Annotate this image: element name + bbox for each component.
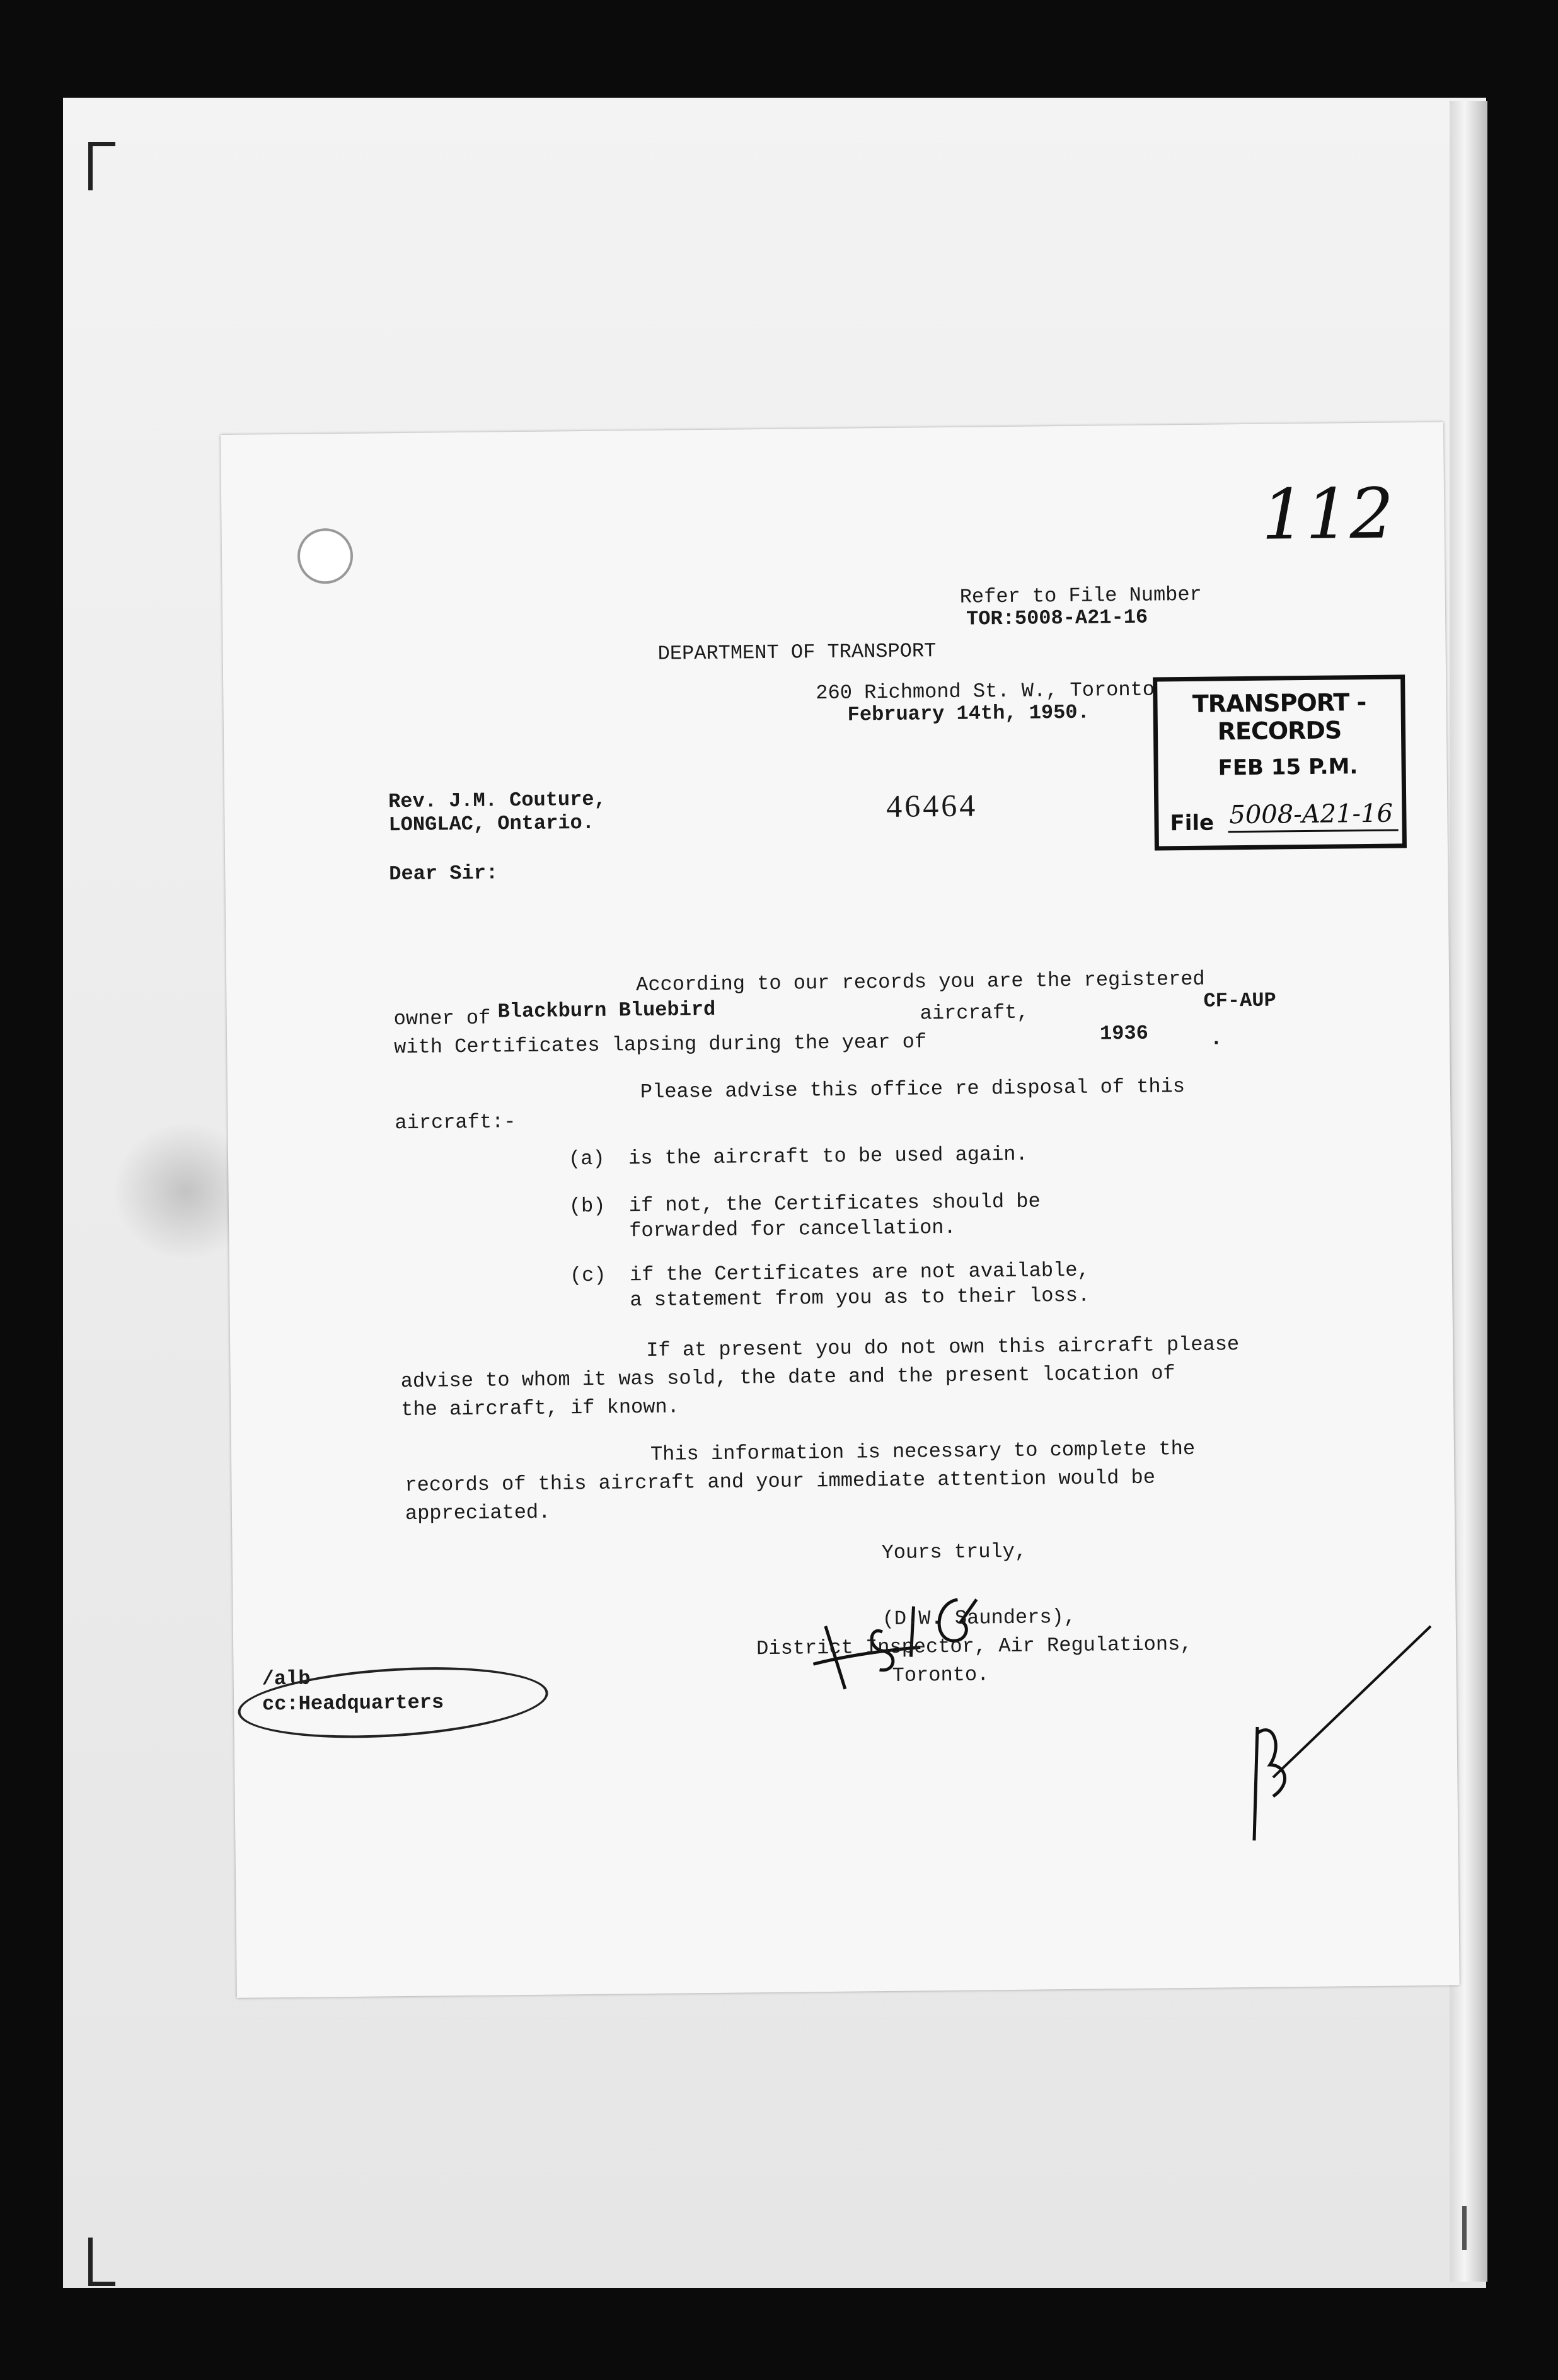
recipient-name: Rev. J.M. Couture, <box>388 787 606 814</box>
handwritten-check-mark <box>1248 1614 1437 1853</box>
signatory-name: (D.W. Saunders), <box>882 1605 1076 1631</box>
refer-label: Refer to File Number <box>959 582 1202 609</box>
item-a-text: is the aircraft to be used again. <box>628 1142 1028 1170</box>
paragraph1-line3: with Certificates lapsing during the year of <box>393 1030 927 1060</box>
crop-mark-bottom-right <box>1450 2206 1467 2250</box>
refer-number: TOR:5008-A21-16 <box>966 605 1148 631</box>
paragraph1-line1: According to our records you are the registered <box>635 967 1205 997</box>
paragraph3-line2: advise to whom it was sold, the date and the present location of <box>400 1361 1175 1394</box>
signatory-city: Toronto. <box>892 1663 990 1687</box>
department-heading: DEPARTMENT OF TRANSPORT <box>657 639 937 666</box>
salutation: Dear Sir: <box>389 861 499 886</box>
stamp-file-underline <box>1228 829 1399 833</box>
item-b-text: if not, the Certificates should be forwarded for cancellation. <box>628 1189 1041 1243</box>
records-stamp <box>1153 674 1407 850</box>
aircraft-type: Blackburn Bluebird <box>497 997 716 1024</box>
recipient-place: LONGLAC, Ontario. <box>388 811 595 837</box>
sender-address: 260 Richmond St. W., Toronto <box>816 678 1155 705</box>
reference-number: 46464 <box>886 787 978 824</box>
paragraph4-line1: This information is necessary to complete the <box>650 1436 1196 1466</box>
cc-line: cc:Headquarters <box>262 1690 444 1716</box>
item-a-label: (a) <box>568 1147 605 1171</box>
closing: Yours truly, <box>881 1539 1027 1565</box>
stamp-file-value: 5008-A21-16 <box>1229 799 1394 830</box>
item-b-label: (b) <box>568 1194 606 1218</box>
paragraph3-line1: If at present you do not own this aircraft please <box>646 1332 1240 1363</box>
year-period: . <box>1209 1027 1223 1051</box>
stamp-date: FEB 15 P.M. <box>1218 754 1358 781</box>
letter-date: February 14th, 1950. <box>847 700 1090 727</box>
aircraft-registration: CF-AUP <box>1203 988 1276 1013</box>
signatory-title: District Inspector, Air Regulations, <box>756 1632 1192 1661</box>
aircraft-word: aircraft, <box>920 1000 1029 1025</box>
crop-mark-bottom-left <box>88 2238 115 2286</box>
paragraph2-line2: aircraft:- <box>395 1110 516 1135</box>
lapse-year: 1936 <box>1099 1021 1149 1046</box>
item-c-text: if the Certificates are not available, a statement from you as to their loss. <box>629 1258 1090 1312</box>
paragraph2-line1: Please advise this office re disposal of this <box>640 1075 1186 1104</box>
paragraph4-line3: appreciated. <box>405 1500 551 1526</box>
item-c-label: (c) <box>569 1263 606 1288</box>
punch-hole <box>297 528 354 584</box>
handwritten-file-number: 112 <box>1261 473 1395 555</box>
paragraph4-line2: records of this aircraft and your immediate attention would be <box>405 1465 1156 1498</box>
paragraph3-line3: the aircraft, if known. <box>401 1395 680 1422</box>
stamp-title: TRANSPORT - RECORDS <box>1192 688 1366 746</box>
stamp-file-label: File <box>1170 810 1215 836</box>
crop-mark-top-left <box>88 142 115 190</box>
owner-prefix: owner of <box>393 1006 491 1031</box>
typist-initials: /alb <box>262 1667 311 1691</box>
